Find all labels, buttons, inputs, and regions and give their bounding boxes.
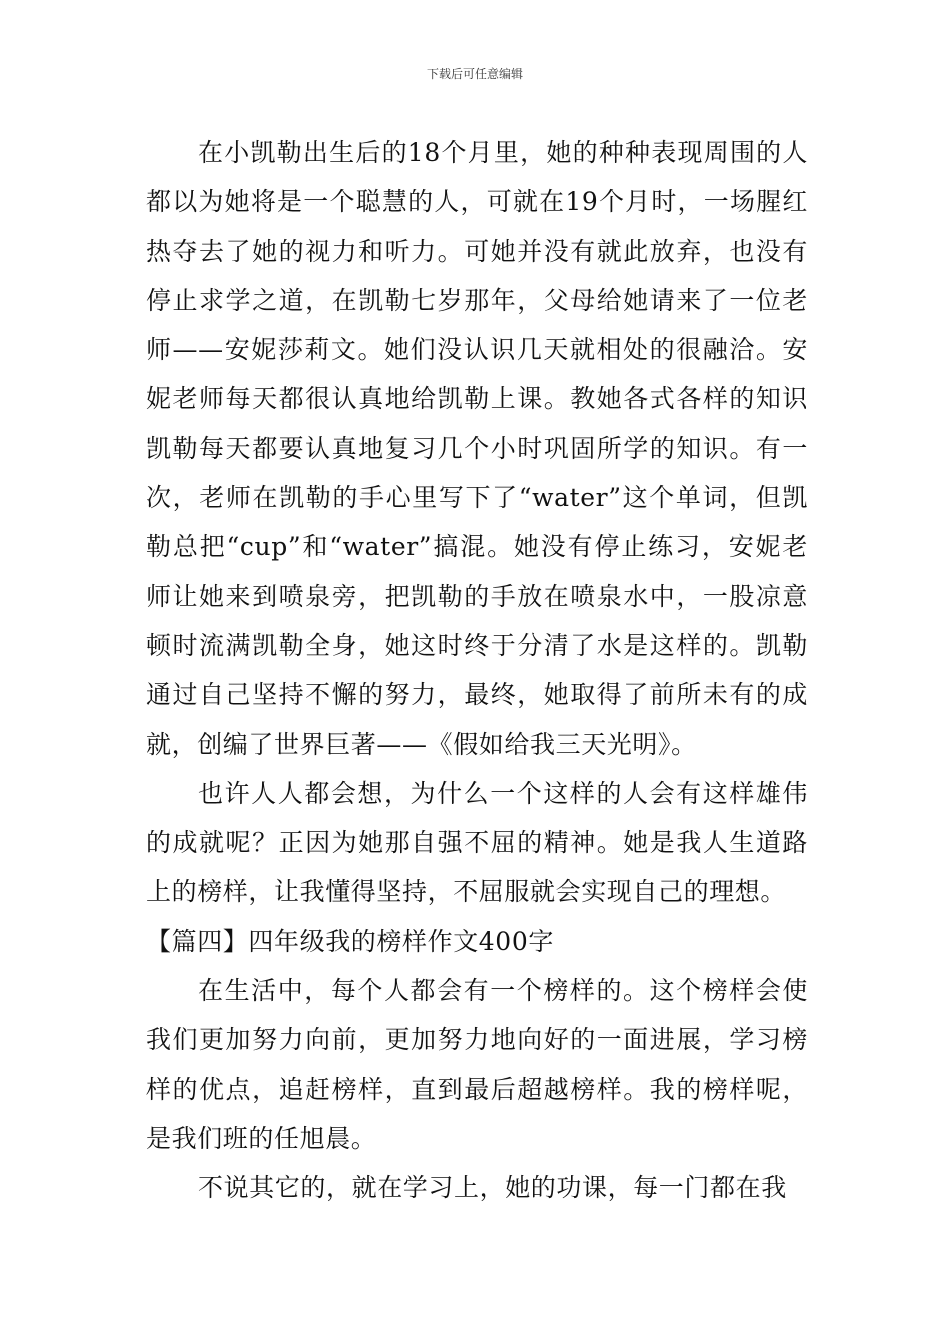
page-header: 下载后可任意编辑: [426, 67, 523, 81]
section-heading: 【篇四】四年级我的榜样作文400字: [146, 926, 554, 956]
paragraph-reflection: 也许人人都会想，为什么一个这样的人会有这样雄伟的成就呢？正因为她那自强不屈的精神。她是我人生道路上的榜样，让我懂得坚持，不屈服就会实现自己的理想。: [146, 778, 808, 907]
paragraph-role-model-intro: 在生活中，每个人都会有一个榜样的。这个榜样会使我们更加努力向前，更加努力地向好的一面进展，学习榜样的优点，追赶榜样，直到最后超越榜样。我的榜样呢，是我们班的任旭晨。: [146, 976, 808, 1153]
paragraph-study: 不说其它的，就在学习上，她的功课，每一门都在我: [198, 1173, 787, 1203]
paragraph-helen-keller-story: 在小凯勒出生后的18个月里，她的种种表现周围的人都以为她将是一个聪慧的人，可就在19个月时，一场腥红热夺去了她的视力和听力。可她并没有就此放弃，也没有停止求学之道，在凯勒七岁那年，父母给她请来了一位老师——安妮莎莉文。她们没认识几天就相处的很融洽。安妮老师每天都很认真地给凯勒上课。教她各式各样的知识凯勒每天都要认真地复习几个小时巩固所学的知识。有一次，老师在凯勒的手心里写下了“water”这个单词，但凯勒总把“cup”和“water”搞混。她没有停止练习，安妮老师让她来到喷泉旁，把凯勒的手放在喷泉水中，一股凉意顿时流满凯勒全身，她这时终于分清了水是这样的。凯勒通过自己坚持不懈的努力，最终，她取得了前所未有的成就，创编了世界巨著——《假如给我三天光明》。: [146, 138, 808, 759]
document-body: [146, 128, 808, 1213]
